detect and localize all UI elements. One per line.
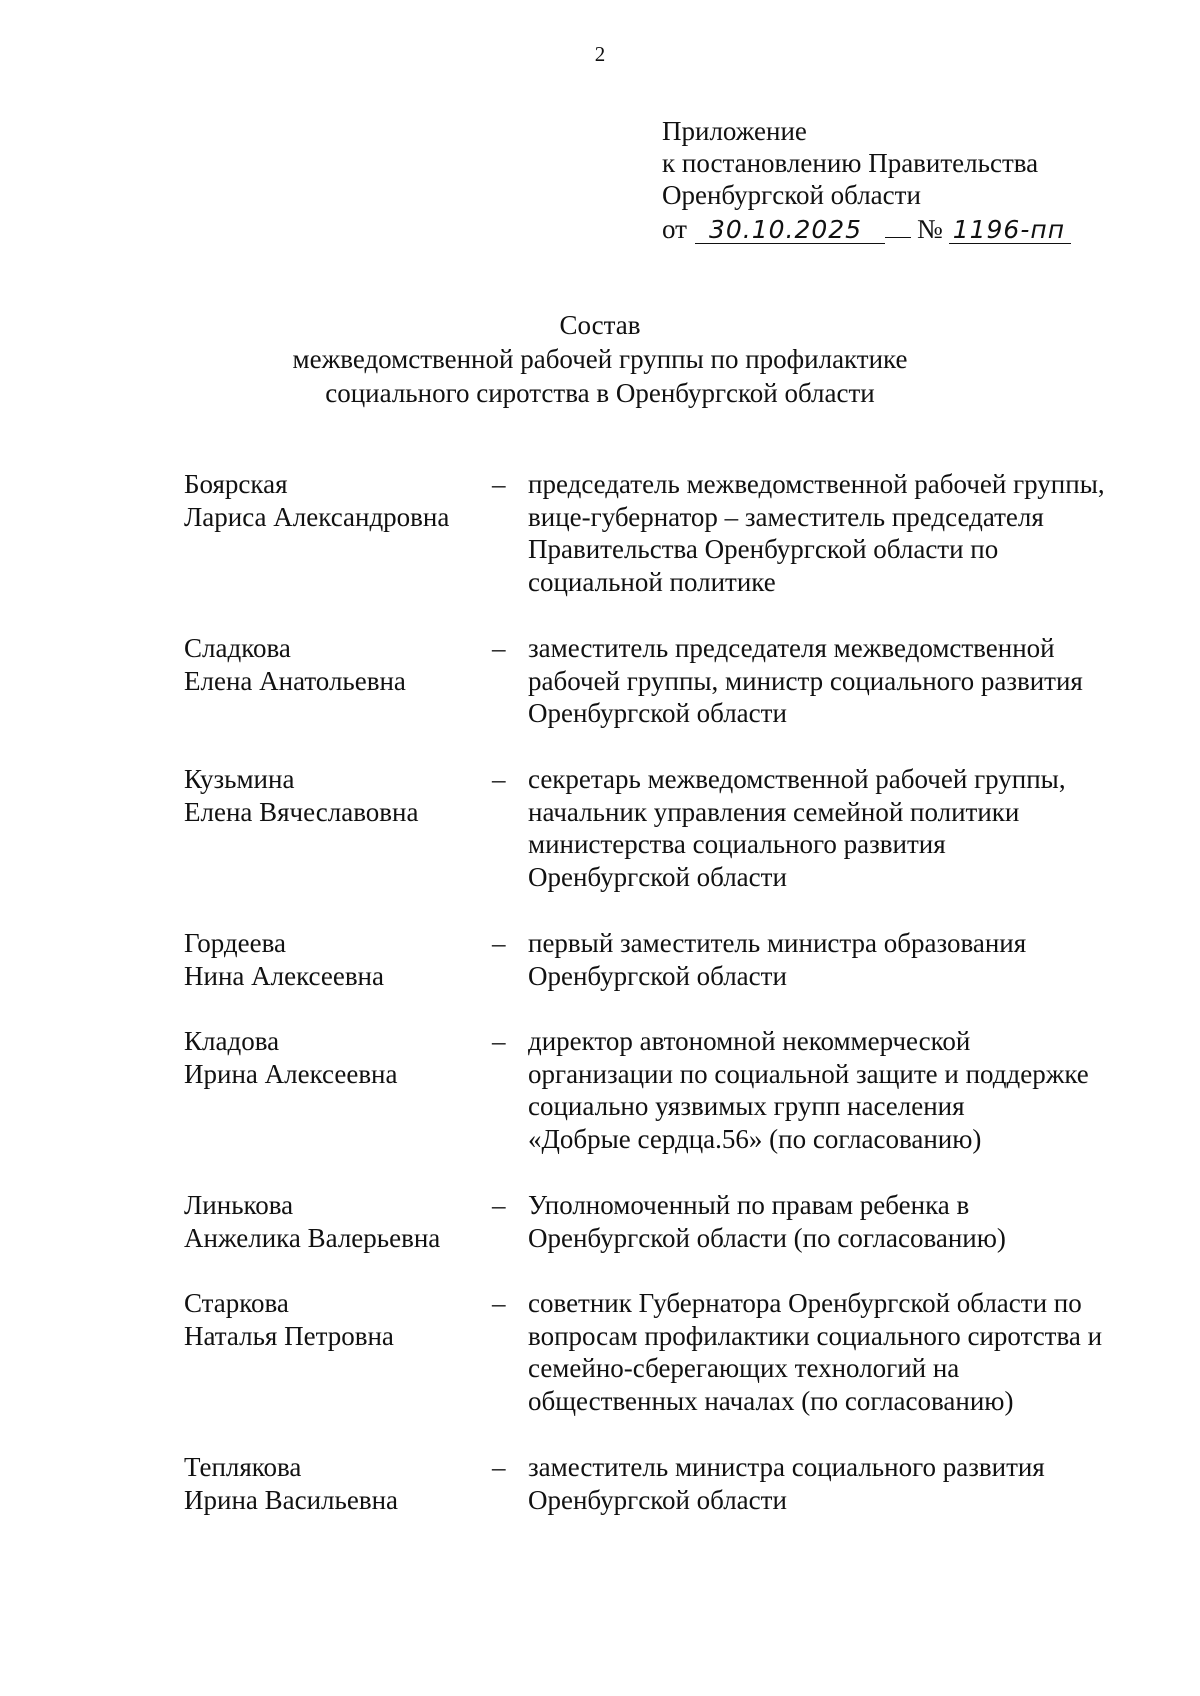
appendix-resolution: к постановлению Правительства — [662, 148, 1039, 178]
role-line: социально уязвимых групп населения — [528, 1091, 965, 1121]
member-role — [528, 1189, 1148, 1254]
member-name — [184, 763, 484, 828]
dash-separator: – — [492, 633, 506, 663]
member-role — [528, 1287, 1148, 1417]
role-line: общественных началах (по согласованию) — [528, 1385, 1014, 1416]
member-role — [528, 632, 1148, 730]
role-line: Оренбургской области — [528, 960, 787, 991]
appendix-block — [662, 115, 1071, 245]
member-given-name: Елена Анатольевна — [184, 665, 406, 696]
underline-gap — [885, 211, 911, 238]
member-name — [184, 1189, 484, 1254]
role-line: секретарь межведомственной рабочей группы, — [528, 764, 1066, 794]
handwritten-date: 30.10.2025 — [695, 217, 885, 244]
role-line: Уполномоченный по правам ребенка в — [528, 1190, 970, 1220]
member-name — [184, 1025, 484, 1090]
member-given-name: Лариса Александровна — [184, 501, 450, 532]
member-name — [184, 1287, 484, 1352]
member-surname: Теплякова — [184, 1452, 302, 1482]
dash-separator: – — [492, 1452, 506, 1482]
member-given-name: Ирина Алексеевна — [184, 1058, 398, 1089]
from-label: от — [662, 214, 687, 244]
member-surname: Боярская — [184, 469, 288, 499]
dash-separator: – — [492, 469, 506, 499]
role-line: «Добрые сердца.56» (по согласованию) — [528, 1123, 982, 1154]
member-role — [528, 1451, 1148, 1516]
document-title — [0, 308, 1200, 410]
role-line: председатель межведомственной рабочей группы, — [528, 469, 1105, 499]
member-given-name: Нина Алексеевна — [184, 960, 384, 991]
role-line: Оренбургской области (по согласованию) — [528, 1222, 1006, 1253]
member-surname: Старкова — [184, 1288, 289, 1318]
member-surname: Гордеева — [184, 928, 286, 958]
title-line-1: Состав — [559, 310, 641, 340]
appendix-date-line — [662, 211, 1071, 245]
member-surname: Кладова — [184, 1026, 280, 1056]
role-line: вице-губернатор – заместитель председателя — [528, 501, 1044, 532]
number-sign: № — [916, 214, 943, 244]
member-name — [184, 1451, 484, 1516]
appendix-region: Оренбургской области — [662, 180, 921, 210]
member-role — [528, 927, 1148, 992]
role-line: Оренбургской области — [528, 861, 787, 892]
role-line: рабочей группы, министр социального развития — [528, 665, 1083, 696]
role-line: заместитель министра социального развития — [528, 1452, 1045, 1482]
role-line: Оренбургской области — [528, 1484, 787, 1515]
role-line: Оренбургской области — [528, 698, 787, 728]
dash-separator: – — [492, 1026, 506, 1056]
member-given-name: Наталья Петровна — [184, 1320, 394, 1351]
title-line-3: социального сиротства в Оренбургской области — [325, 378, 875, 408]
member-surname: Кузьмина — [184, 764, 295, 794]
dash-separator: – — [492, 764, 506, 794]
role-line: министерства социального развития — [528, 829, 946, 859]
member-name — [184, 632, 484, 697]
role-line: вопросам профилактики социального сиротства и — [528, 1320, 1103, 1351]
member-role — [528, 763, 1148, 893]
member-given-name: Анжелика Валерьевна — [184, 1222, 441, 1253]
member-surname: Сладкова — [184, 633, 291, 663]
member-given-name: Ирина Васильевна — [184, 1484, 399, 1515]
dash-separator: – — [492, 1190, 506, 1220]
role-line: первый заместитель министра образования — [528, 928, 1027, 958]
role-line: семейно-сберегающих технологий на — [528, 1353, 960, 1383]
role-line: организации по социальной защите и поддержке — [528, 1058, 1089, 1089]
handwritten-number: 1196-пп — [949, 217, 1071, 244]
appendix-heading: Приложение — [662, 116, 807, 146]
role-line: начальник управления семейной политики — [528, 796, 1020, 827]
member-role — [528, 468, 1148, 598]
dash-separator: – — [492, 1288, 506, 1318]
role-line: заместитель председателя межведомственной — [528, 633, 1055, 663]
role-line: Правительства Оренбургской области по — [528, 534, 999, 564]
role-line: директор автономной некоммерческой — [528, 1026, 971, 1056]
role-line: социальной политике — [528, 566, 776, 597]
member-role — [528, 1025, 1148, 1155]
member-name — [184, 468, 484, 533]
title-line-2: межведомственной рабочей группы по профилактике — [292, 344, 908, 374]
member-surname: Линькова — [184, 1190, 294, 1220]
member-name — [184, 927, 484, 992]
dash-separator: – — [492, 928, 506, 958]
page-number: 2 — [594, 42, 606, 66]
member-given-name: Елена Вячеславовна — [184, 796, 419, 827]
role-line: советник Губернатора Оренбургской области по — [528, 1288, 1082, 1318]
